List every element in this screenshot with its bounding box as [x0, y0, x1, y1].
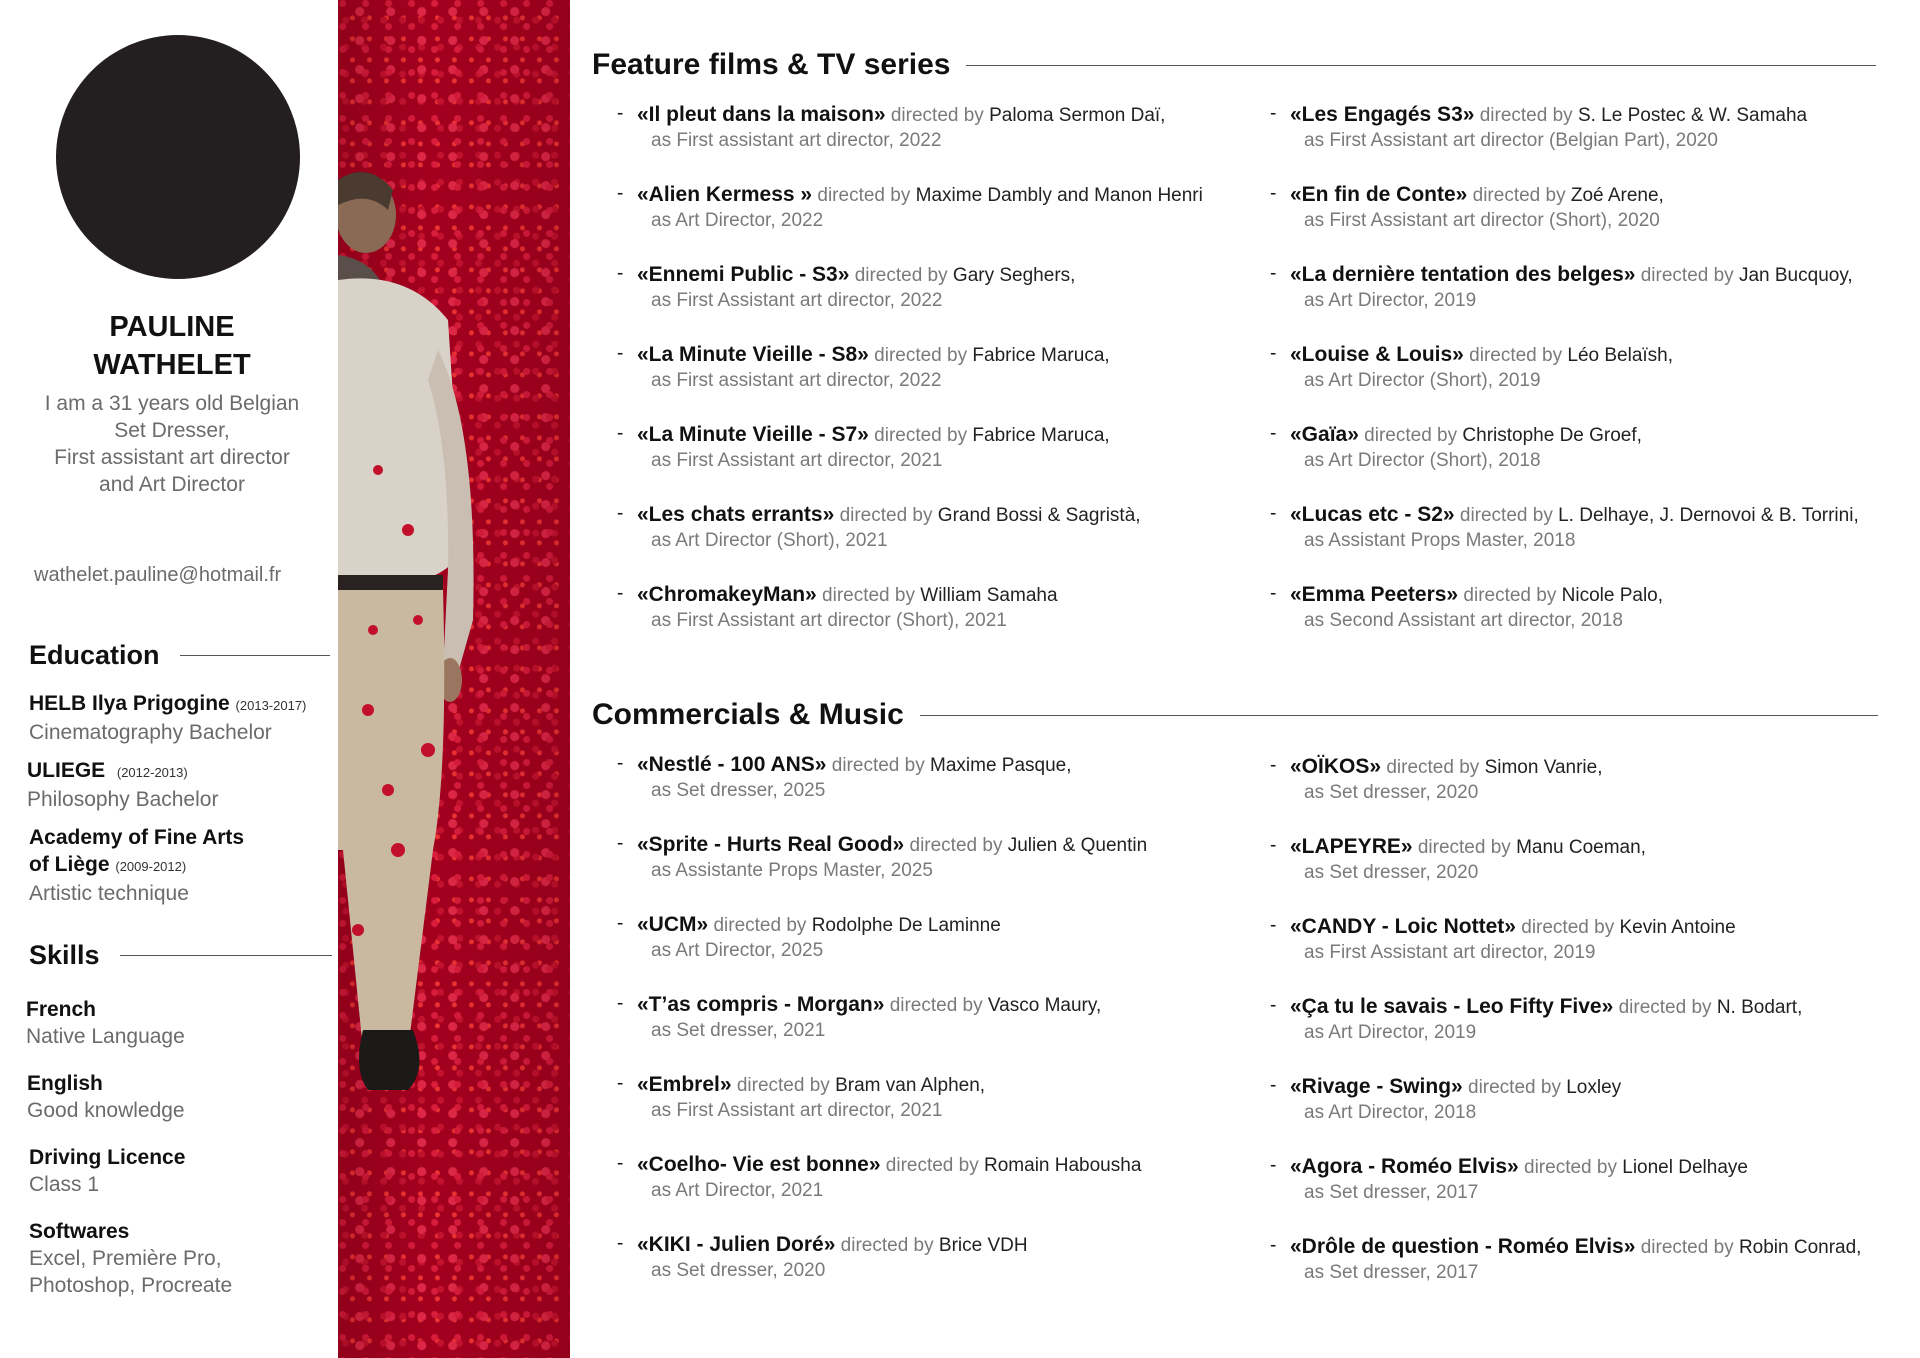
directed-by-label: directed by	[817, 185, 911, 206]
credit-director: Romain Habousha	[984, 1155, 1142, 1176]
credit-director: Maxime Pasque,	[930, 755, 1072, 776]
credit-director: Gary Seghers,	[952, 265, 1076, 286]
bio-line: Set Dresser,	[114, 419, 230, 442]
credit-entry	[617, 582, 1058, 633]
credit-title: «Coelho- Vie est bonne»	[637, 1153, 881, 1176]
bullet-dash: -	[1270, 1235, 1277, 1256]
directed-by-label: directed by	[1417, 837, 1511, 858]
credit-role: as First Assistant art director, 2021	[651, 1100, 943, 1121]
skill-name: Driving Licence	[29, 1146, 186, 1169]
credit-title: «Ennemi Public - S3»	[637, 263, 850, 286]
directed-by-label: directed by	[874, 345, 968, 366]
credit-title: «Nestlé - 100 ANS»	[637, 753, 827, 776]
skills-heading-text: Skills	[29, 940, 100, 970]
credit-entry	[1270, 342, 1674, 393]
directed-by-label: directed by	[1386, 757, 1480, 778]
education-heading	[29, 640, 330, 671]
credit-entry	[1270, 914, 1736, 965]
profile-name	[0, 308, 344, 384]
credit-director: Bram van Alphen,	[835, 1075, 986, 1096]
credit-role: as Art Director (Short), 2018	[1304, 450, 1541, 471]
credit-title: «La Minute Vieille - S8»	[637, 343, 869, 366]
credit-director: Rodolphe De Laminne	[811, 915, 1001, 936]
credit-entry	[1270, 1074, 1622, 1125]
divider	[966, 65, 1876, 66]
school-name-cont: of Liège	[29, 853, 110, 876]
credit-role: as Art Director, 2018	[1304, 1102, 1477, 1123]
directed-by-label: directed by	[1463, 585, 1557, 606]
credit-entry	[617, 182, 1203, 233]
bullet-dash: -	[617, 183, 624, 204]
credit-role: as First Assistant art director, 2022	[651, 290, 943, 311]
bullet-dash: -	[1270, 835, 1277, 856]
directed-by-label: directed by	[1468, 1077, 1561, 1098]
credit-role: as Set dresser, 2017	[1304, 1262, 1479, 1283]
directed-by-label: directed by	[1469, 345, 1563, 366]
films-heading	[592, 48, 1876, 82]
credit-director: Loxley	[1566, 1077, 1622, 1098]
credit-role: as Art Director, 2025	[651, 940, 824, 961]
credit-entry	[1270, 1234, 1862, 1285]
credit-title: «Ça tu le savais - Leo Fifty Five»	[1290, 995, 1614, 1018]
credit-director: Jan Bucquoy,	[1738, 265, 1853, 286]
directed-by-label: directed by	[736, 1075, 830, 1096]
bullet-dash: -	[617, 103, 624, 124]
credit-entry	[1270, 422, 1642, 473]
directed-by-label: directed by	[874, 425, 968, 446]
credit-title: «KIKI - Julien Doré»	[637, 1233, 836, 1256]
school-degree: Philosophy Bachelor	[27, 788, 219, 811]
education-item	[29, 690, 306, 746]
directed-by-label: directed by	[1640, 265, 1734, 286]
directed-by-label: directed by	[831, 755, 925, 776]
credit-title: «Lucas etc - S2»	[1290, 503, 1455, 526]
education-heading-text: Education	[29, 640, 160, 670]
profile-bio	[0, 390, 344, 498]
name-first: PAULINE	[109, 311, 235, 343]
credit-director: Robin Conrad,	[1738, 1237, 1862, 1258]
education-item	[29, 824, 244, 907]
credit-entry	[617, 752, 1072, 803]
credit-title: «Drôle de question - Roméo Elvis»	[1290, 1235, 1636, 1258]
credit-role: as Set dresser, 2020	[1304, 862, 1479, 883]
credit-title: «Il pleut dans la maison»	[637, 103, 886, 126]
credit-entry	[1270, 754, 1603, 805]
bullet-dash: -	[1270, 995, 1277, 1016]
school-years: (2013-2017)	[235, 698, 307, 713]
credit-role: as Set dresser, 2021	[651, 1020, 826, 1041]
bullet-dash: -	[617, 1153, 624, 1174]
credit-title: «Louise & Louis»	[1290, 343, 1464, 366]
directed-by-label: directed by	[1640, 1237, 1734, 1258]
credit-director: Simon Vanrie,	[1484, 757, 1603, 778]
credit-title: «Agora - Roméo Elvis»	[1290, 1155, 1519, 1178]
skill-level: Excel, Première Pro,	[29, 1247, 222, 1270]
avatar	[56, 35, 300, 279]
credit-director: Léo Belaïsh,	[1567, 345, 1674, 366]
credit-role: as First assistant art director, 2022	[651, 370, 942, 391]
credit-director: Julien & Quentin	[1007, 835, 1148, 856]
bio-line: First assistant art director	[54, 446, 290, 469]
credit-title: «Gaïa»	[1290, 423, 1359, 446]
directed-by-label: directed by	[890, 105, 984, 126]
credit-entry	[1270, 834, 1646, 885]
directed-by-label: directed by	[909, 835, 1003, 856]
credit-director: S. Le Postec & W. Samaha	[1577, 105, 1808, 126]
school-degree: Artistic technique	[29, 882, 189, 905]
credit-role: as Art Director, 2021	[651, 1180, 824, 1201]
credit-role: as Set dresser, 2020	[651, 1260, 826, 1281]
bullet-dash: -	[617, 263, 624, 284]
bullet-dash: -	[1270, 263, 1277, 284]
credit-title: «Rivage - Swing»	[1290, 1075, 1463, 1098]
bullet-dash: -	[1270, 1155, 1277, 1176]
credit-entry	[1270, 262, 1853, 313]
sidebar	[0, 0, 338, 1358]
directed-by-label: directed by	[840, 1235, 934, 1256]
divider	[920, 715, 1878, 716]
bullet-dash: -	[617, 1073, 624, 1094]
credit-entry	[1270, 582, 1664, 633]
credit-entry	[617, 1072, 986, 1123]
credit-title: «La Minute Vieille - S7»	[637, 423, 869, 446]
skill-level: Class 1	[29, 1173, 100, 1196]
credit-role: as First Assistant art director (Short), 2021	[651, 610, 1007, 631]
credit-title: «LAPEYRE»	[1290, 835, 1413, 858]
credit-director: Lionel Delhaye	[1622, 1157, 1748, 1178]
credit-entry	[1270, 182, 1664, 233]
credit-title: «UCM»	[637, 913, 709, 936]
skills-heading	[29, 940, 332, 971]
credit-entry	[617, 102, 1166, 153]
directed-by-label: directed by	[1472, 185, 1566, 206]
credit-director: N. Bodart,	[1716, 997, 1803, 1018]
directed-by-label: directed by	[1618, 997, 1712, 1018]
credit-role: as First Assistant art director, 2021	[651, 450, 943, 471]
school-name: HELB Ilya Prigogine	[29, 692, 230, 715]
bullet-dash: -	[617, 1233, 624, 1254]
divider	[120, 955, 332, 956]
email-link[interactable]: wathelet.pauline@hotmail.fr	[34, 564, 282, 586]
credit-role: as Set dresser, 2025	[651, 780, 826, 801]
bio-line: I am a 31 years old Belgian	[44, 392, 300, 415]
credit-title: «T’as compris - Morgan»	[637, 993, 885, 1016]
bullet-dash: -	[1270, 423, 1277, 444]
school-name: ULIEGE	[27, 759, 106, 782]
credit-director: Zoé Arene,	[1570, 185, 1664, 206]
skill-name: English	[27, 1072, 103, 1095]
credit-director: Manu Coeman,	[1516, 837, 1646, 858]
directed-by-label: directed by	[1459, 505, 1553, 526]
name-last: WATHELET	[93, 349, 251, 381]
credit-director: L. Delhaye, J. Dernovoi & B. Torrini,	[1558, 505, 1859, 526]
bullet-dash: -	[1270, 503, 1277, 524]
credit-entry	[617, 1152, 1142, 1203]
credit-entry	[1270, 994, 1803, 1045]
credit-director: William Samaha	[920, 585, 1058, 606]
credit-entry	[617, 262, 1076, 313]
credit-entry	[617, 1232, 1028, 1283]
skill-level: Good knowledge	[27, 1099, 185, 1122]
skill-level: Native Language	[26, 1025, 185, 1048]
credit-title: «CANDY - Loic Nottet»	[1290, 915, 1516, 938]
directed-by-label: directed by	[839, 505, 933, 526]
school-years: (2009-2012)	[115, 859, 187, 874]
credit-director: Fabrice Maruca,	[972, 425, 1110, 446]
directed-by-label: directed by	[1479, 105, 1573, 126]
bullet-dash: -	[1270, 583, 1277, 604]
bullet-dash: -	[1270, 915, 1277, 936]
credit-role: as Assistante Props Master, 2025	[651, 860, 933, 881]
credit-entry	[617, 992, 1102, 1043]
credit-director: Grand Bossi & Sagristà,	[937, 505, 1141, 526]
directed-by-label: directed by	[1521, 917, 1615, 938]
credit-entry	[617, 502, 1141, 553]
bio-line: and Art Director	[99, 473, 245, 496]
directed-by-label: directed by	[889, 995, 983, 1016]
skill-item	[29, 1218, 232, 1299]
credit-role: as First Assistant art director (Short), 2020	[1304, 210, 1660, 231]
credit-director: Nicole Palo,	[1561, 585, 1664, 606]
credit-director: Brice VDH	[938, 1235, 1028, 1256]
credit-entry	[617, 422, 1110, 473]
school-degree: Cinematography Bachelor	[29, 721, 272, 744]
credit-entry	[617, 342, 1110, 393]
divider	[180, 655, 330, 656]
portrait-photo	[338, 0, 570, 1358]
bullet-dash: -	[617, 583, 624, 604]
credit-role: as First Assistant art director (Belgian Part), 2020	[1304, 130, 1718, 151]
bullet-dash: -	[1270, 103, 1277, 124]
credit-role: as Art Director, 2022	[651, 210, 824, 231]
credit-director: Maxime Dambly and Manon Henri	[915, 185, 1203, 206]
skill-item	[27, 1070, 185, 1124]
skill-level: Photoshop, Procreate	[29, 1274, 233, 1297]
bullet-dash: -	[617, 993, 624, 1014]
person-figure	[338, 150, 488, 1090]
bullet-dash: -	[1270, 755, 1277, 776]
credit-title: «Les chats errants»	[637, 503, 835, 526]
education-item	[27, 757, 218, 813]
credit-title: «La dernière tentation des belges»	[1290, 263, 1636, 286]
school-name: Academy of Fine Arts	[29, 826, 245, 849]
bullet-dash: -	[617, 423, 624, 444]
credit-role: as Art Director, 2019	[1304, 1022, 1477, 1043]
credit-director: Paloma Sermon Daï,	[989, 105, 1166, 126]
credit-role: as Set dresser, 2020	[1304, 782, 1479, 803]
credit-role: as Second Assistant art director, 2018	[1304, 610, 1623, 631]
credit-director: Vasco Maury,	[987, 995, 1102, 1016]
skill-name: French	[26, 998, 97, 1021]
credit-title: «ChromakeyMan»	[637, 583, 817, 606]
credit-director: Fabrice Maruca,	[972, 345, 1110, 366]
commercials-heading-text: Commercials & Music	[592, 698, 904, 731]
directed-by-label: directed by	[1364, 425, 1458, 446]
credit-role: as Assistant Props Master, 2018	[1304, 530, 1576, 551]
credit-role: as Art Director (Short), 2021	[651, 530, 888, 551]
directed-by-label: directed by	[1524, 1157, 1617, 1178]
credit-title: «OÏKOS»	[1290, 755, 1382, 778]
credit-entry	[1270, 102, 1808, 153]
bullet-dash: -	[617, 503, 624, 524]
bullet-dash: -	[1270, 1075, 1277, 1096]
skill-name: Softwares	[29, 1220, 130, 1243]
school-years: (2012-2013)	[116, 765, 188, 780]
credit-title: «Emma Peeters»	[1290, 583, 1459, 606]
skill-item	[29, 1144, 185, 1198]
bullet-dash: -	[1270, 183, 1277, 204]
skill-item	[26, 996, 185, 1050]
directed-by-label: directed by	[854, 265, 948, 286]
directed-by-label: directed by	[885, 1155, 979, 1176]
directed-by-label: directed by	[822, 585, 915, 606]
credit-role: as Set dresser, 2017	[1304, 1182, 1479, 1203]
credit-entry	[1270, 502, 1859, 553]
credit-entry	[1270, 1154, 1748, 1205]
credit-title: «Alien Kermess »	[637, 183, 813, 206]
credit-title: «Les Engagés S3»	[1290, 103, 1475, 126]
bullet-dash: -	[617, 343, 624, 364]
commercials-heading	[592, 698, 1878, 732]
credit-entry	[617, 832, 1148, 883]
credit-entry	[617, 912, 1001, 963]
credit-director: Kevin Antoine	[1619, 917, 1736, 938]
credit-title: «Embrel»	[637, 1073, 732, 1096]
bullet-dash: -	[1270, 343, 1277, 364]
credit-role: as First assistant art director, 2022	[651, 130, 942, 151]
bullet-dash: -	[617, 833, 624, 854]
credit-title: «En fin de Conte»	[1290, 183, 1468, 206]
credit-role: as First Assistant art director, 2019	[1304, 942, 1596, 963]
bullet-dash: -	[617, 753, 624, 774]
credit-title: «Sprite - Hurts Real Good»	[637, 833, 905, 856]
credit-role: as Art Director (Short), 2019	[1304, 370, 1541, 391]
directed-by-label: directed by	[713, 915, 807, 936]
credit-role: as Art Director, 2019	[1304, 290, 1477, 311]
credit-director: Christophe De Groef,	[1462, 425, 1642, 446]
bullet-dash: -	[617, 913, 624, 934]
films-heading-text: Feature films & TV series	[592, 48, 951, 81]
